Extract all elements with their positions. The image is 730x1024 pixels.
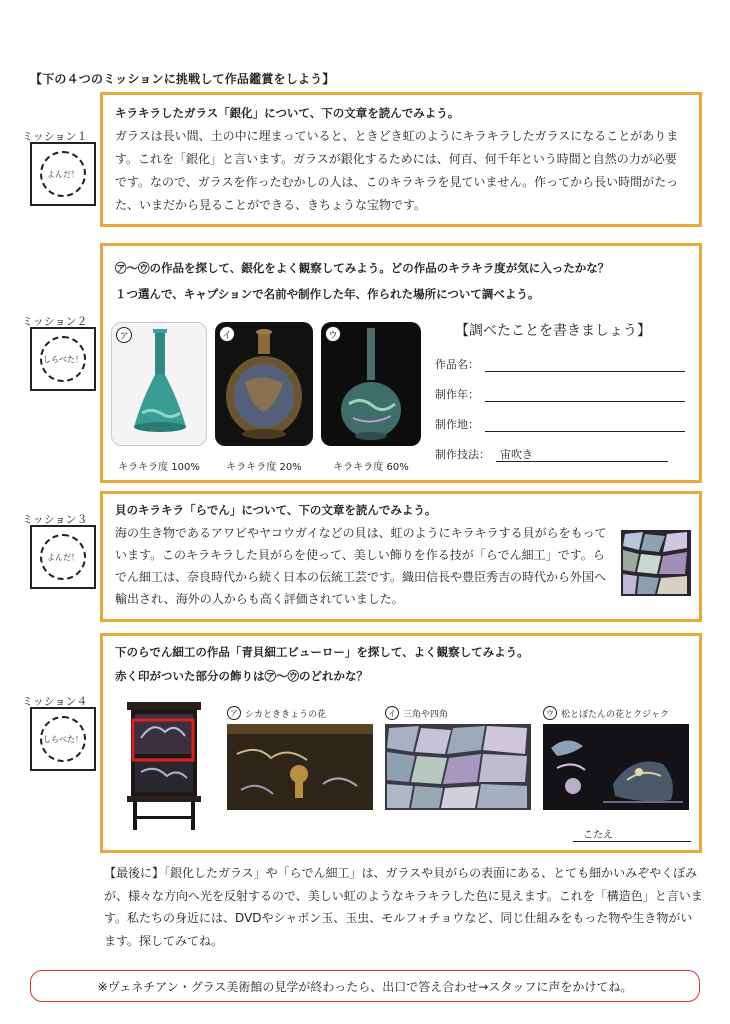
glass-photo-b — [215, 322, 313, 446]
option-a-image — [227, 724, 373, 810]
mission-1-label: ミッション１ — [22, 130, 88, 143]
field-technique-input[interactable]: 宙吹き — [496, 446, 668, 462]
field-year-input[interactable] — [485, 386, 685, 402]
badge-b: イ — [219, 326, 235, 342]
final-body: 「銀化したガラス」や「らでん細工」は、ガラスや貝がらの表面にある、とても細かいみぞやくぼみが、様々な方向へ光を反射するので、美しい虹のようなキラキラした色に見えます。これを「構造色」と言います。私たちの身近には、DVDやシャボン玉、玉虫、モルフォチョウなど、同じ仕組みをもった物や生き物がいます。探してみてね。 — [104, 866, 703, 948]
answer-line[interactable] — [573, 841, 691, 842]
option-b-label — [385, 706, 448, 720]
option-a-badge: ア — [227, 706, 241, 720]
option-a-label — [227, 706, 326, 720]
mission-2-panel — [100, 243, 702, 483]
mission-3-panel — [100, 491, 702, 622]
badge-c: ウ — [325, 326, 341, 342]
answer-label: こたえ — [583, 830, 613, 841]
option-b-image — [385, 724, 531, 810]
field-place-input[interactable] — [485, 416, 685, 432]
mission-2-stamp: しらべた！ — [40, 336, 86, 382]
deer-bellflower-panel-image — [227, 724, 373, 810]
caption-b: キラキラ度 20% — [226, 462, 302, 473]
option-c-text: 松とぼたんの花とクジャク — [561, 709, 669, 720]
bureau-cabinet-drawing — [119, 698, 209, 834]
option-b-text: 三角や四角 — [403, 709, 449, 720]
mission-4-title-1: 下のらでん細工の作品「青貝細工ビューロー」を探して、よく観察してみよう。 — [115, 645, 529, 659]
mission-4-stamp-box — [30, 707, 96, 771]
raden-sample-image — [621, 530, 691, 596]
raden-mosaic-image — [621, 530, 691, 596]
field-title-input[interactable] — [485, 356, 685, 372]
field-title-label: 作品名： — [435, 358, 479, 371]
bureau-cabinet-image — [119, 698, 209, 834]
mission-4-panel — [100, 633, 702, 853]
mission-4-stamp: しらべた！ — [40, 716, 86, 762]
final-section — [104, 862, 704, 952]
form-title: 【調べたことを書きましょう】 — [455, 323, 651, 339]
mission-2-title-1: ㋐～㋒の作品を探して、銀化をよく観察してみよう。どの作品のキラキラ度が気に入ったかな？ — [115, 261, 610, 275]
field-technique-row — [435, 446, 668, 462]
mission-1-stamp-box — [30, 142, 96, 206]
glass-photo-c — [321, 322, 421, 446]
mission-3-body: 海の生き物であるアワビやヤコウガイなどの貝は、虹のようにキラキラする貝がらをもっています。このキラキラした貝がらを使って、美しい飾りを作る技が「らでん細工」です。らでん細工は、奈良時代から続く日本の伝統工芸です。織田信長や豊臣秀吉の時代から外国へ輸出され、海外の人からも高く評価されていました。 — [115, 526, 607, 606]
caption-a: キラキラ度 100% — [118, 462, 200, 473]
mission-2-stamp-box — [30, 327, 96, 391]
mission-1-body: ガラスは長い間、土の中に埋まっていると、ときどき虹のようにキラキラしたガラスになることがあります。これを「銀化」と言います。ガラスが銀化するためには、何百、何千年という時間と自然の力が必要です。なので、ガラスを作ったむかしの人は、このキラキラを見ていません。作ってから長い時間がたった、いまだから見ることができる、きちょうな宝物です。 — [115, 129, 679, 212]
pine-peony-peacock-panel-image — [543, 724, 689, 810]
mission-4-title-2: 赤く印がついた部分の飾りは㋐～㋒のどれかな？ — [115, 669, 368, 683]
option-c-badge: ウ — [543, 706, 557, 720]
mission-3-stamp-box — [30, 525, 96, 589]
mission-1-title: キラキラしたガラス「銀化」について、下の文章を読んでみよう。 — [115, 106, 460, 120]
field-year-row — [435, 386, 685, 402]
page-heading: 【下の４つのミッションに挑戦して作品鑑賞をしよう】 — [30, 72, 335, 86]
triangles-squares-panel-image — [385, 724, 531, 810]
mission-2-title-2: １つ選んで、キャプションで名前や制作した年、作られた場所について調べよう。 — [115, 287, 540, 301]
mission-2-label: ミッション２ — [22, 315, 88, 328]
exit-note: ※ヴェネチアン・グラス美術館の見学が終わったら、出口で答え合わせ→スタッフに声をかけてね。 — [30, 970, 700, 1002]
mission-4-label: ミッション４ — [22, 695, 88, 708]
option-b-badge: イ — [385, 706, 399, 720]
mission-3-stamp: よんだ！ — [40, 534, 86, 580]
field-year-label: 制作年： — [435, 388, 479, 401]
field-place-row — [435, 416, 685, 432]
mission-3-title: 貝のキラキラ「らでん」について、下の文章を読んでみよう。 — [115, 503, 437, 517]
mission-3-label: ミッション３ — [22, 513, 88, 526]
caption-c: キラキラ度 60% — [333, 462, 409, 473]
field-title-row — [435, 356, 685, 372]
field-technique-label: 制作技法： — [435, 448, 490, 461]
option-c-image — [543, 724, 689, 810]
option-c-label — [543, 706, 669, 720]
mission-1-stamp: よんだ！ — [40, 151, 86, 197]
glass-photo-a — [111, 322, 207, 446]
badge-a: ア — [116, 327, 132, 343]
final-tag: 【最後に】 — [104, 866, 165, 880]
field-place-label: 制作地： — [435, 418, 479, 431]
mission-1-panel — [100, 92, 702, 227]
option-a-text: シカとききょうの花 — [245, 709, 327, 720]
